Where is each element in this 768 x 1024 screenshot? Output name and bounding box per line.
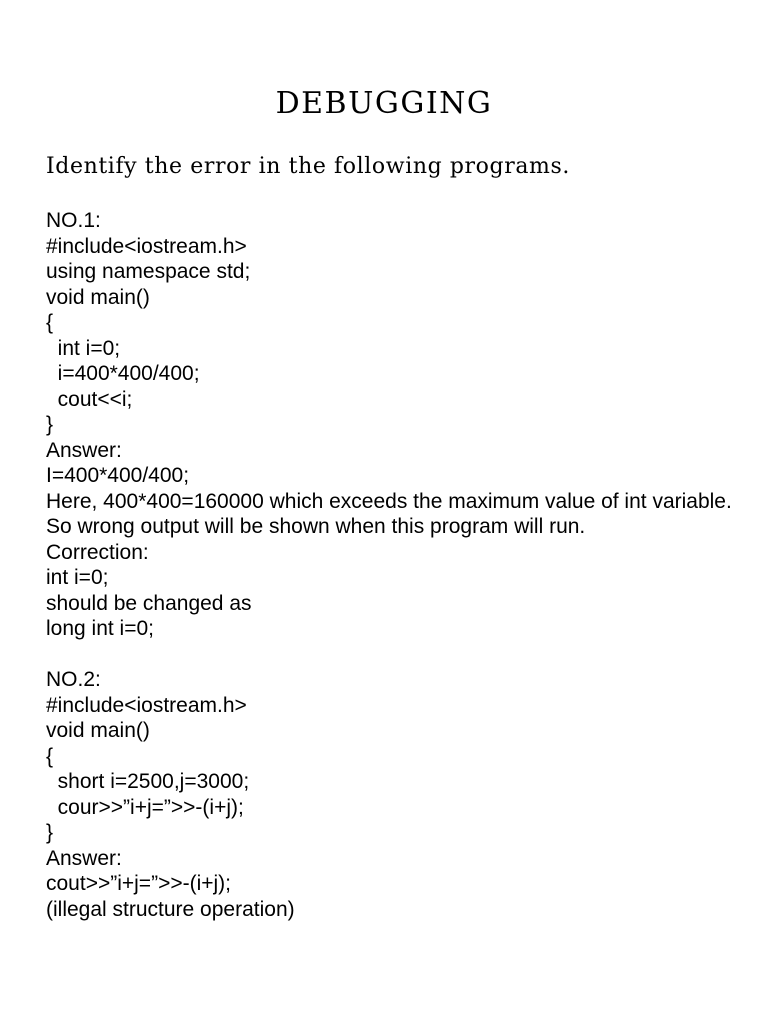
correction-line: long int i=0; [46,617,154,640]
code-line: void main() [46,285,150,309]
code-line: int i=0; [46,336,121,360]
program-1-heading: NO.1: [46,209,101,232]
code-line: void main() [46,719,150,742]
answer-code: I=400*400/400; [46,464,190,487]
code-line: using namespace std; [46,260,251,283]
section-spacer [46,642,736,668]
program-2-section [46,667,736,922]
correction-label: Correction: [46,540,149,564]
code-line: { [46,311,54,334]
code-line: } [46,821,54,844]
document-body [46,208,736,922]
code-line: } [46,413,54,436]
answer-label: Answer: [46,438,122,462]
code-line: { [46,744,54,768]
page-title: DEBUGGING [275,86,493,121]
code-line: i=400*400/400; [46,362,200,385]
answer-label: Answer: [46,846,122,870]
answer-explanation: Here, 400*400=160000 which exceeds the maximum value of int variable. So wrong output will be shown when this program will run. [46,489,732,538]
program-1-section [46,208,736,642]
code-line: cour>>”i+j=”>>-(i+j); [46,795,244,819]
correction-line: int i=0; [46,566,109,589]
answer-line: cout>>”i+j=”>>-(i+j); [46,872,232,895]
code-line: #include<iostream.h> [46,693,247,717]
correction-line: should be changed as [46,591,252,615]
program-2-heading: NO.2: [46,668,101,691]
code-line: #include<iostream.h> [46,234,247,258]
code-line: cout<<i; [46,387,133,411]
answer-line: (illegal structure operation) [46,897,295,921]
code-line: short i=2500,j=3000; [46,770,250,793]
page-subtitle: Identify the error in the following programs. [46,154,570,179]
